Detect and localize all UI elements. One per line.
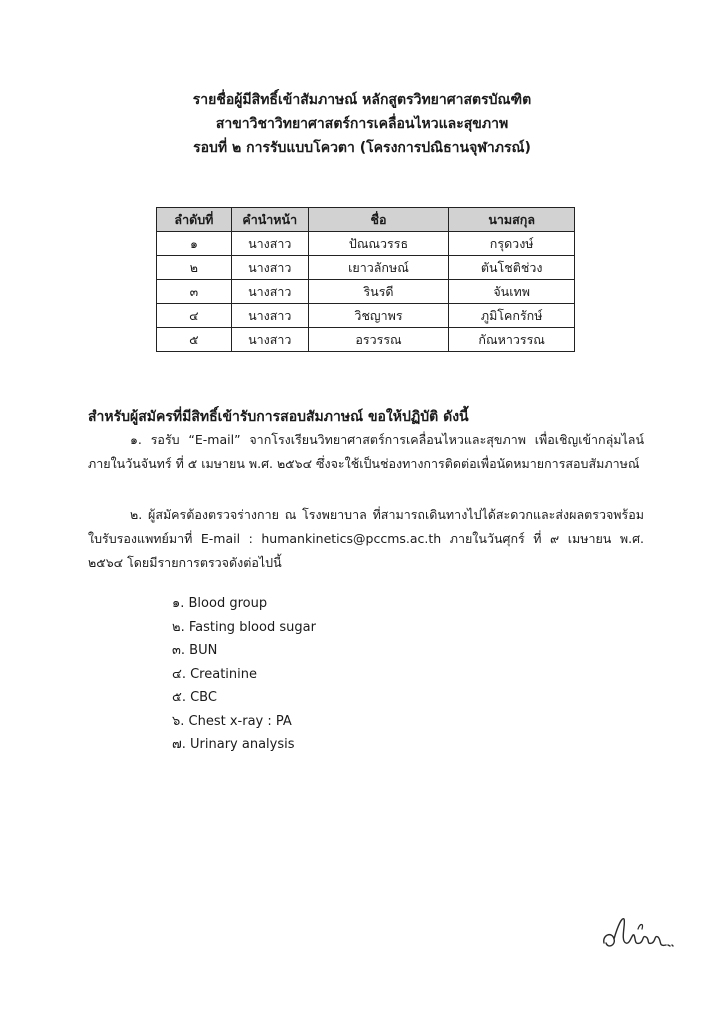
- title-line-2: สาขาวิชาวิทยาศาสตร์การเคลื่อนไหวและสุขภาพ: [215, 116, 509, 132]
- cell-prefix: นางสาว: [231, 304, 308, 328]
- cell-order: ๑: [157, 232, 232, 256]
- cell-prefix: นางสาว: [231, 280, 308, 304]
- cell-last-name: ภูมิโคกรักษ์: [449, 304, 575, 328]
- cell-first-name: ปัณณวรรธ: [308, 232, 449, 256]
- cell-last-name: จันเทพ: [449, 280, 575, 304]
- instruction-paragraph-2: [88, 503, 644, 575]
- cell-last-name: ตันโชติช่วง: [449, 256, 575, 280]
- cell-first-name: อรวรรณ: [308, 328, 449, 352]
- list-item: ๑. Blood group: [172, 596, 268, 611]
- header-first-name: ชื่อ: [308, 208, 449, 232]
- list-item: ๒. Fasting blood sugar: [172, 619, 316, 635]
- instruction-2-text: ๒. ผู้สมัครต้องตรวจร่างกาย ณ โรงพยาบาล ที่สามารถเดินทางไปได้สะดวกและส่งผลตรวจพร้อมใบรับรองแพทย์มาที่ E-mail : humankinetics@pccms.ac.th ภายในวันศุกร์ ที่ ๙ เมษายน พ.ศ. ๒๕๖๔ โดยมีรายการตรวจดังต่อไปนี้: [88, 507, 644, 570]
- list-item: ๓. BUN: [172, 643, 218, 658]
- handwritten-signature-icon: [598, 905, 678, 955]
- cell-prefix: นางสาว: [231, 328, 308, 352]
- cell-order: ๔: [157, 304, 232, 328]
- candidate-table: [156, 207, 575, 352]
- title-line-3: รอบที่ ๒ การรับแบบโควตา (โครงการปณิธานจุฬาภรณ์): [193, 140, 531, 156]
- cell-last-name: กัณหาวรรณ: [449, 328, 575, 352]
- title-line-1: รายชื่อผู้มีสิทธิ์เข้าสัมภาษณ์ หลักสูตรวิทยาศาสตรบัณฑิต: [192, 92, 532, 108]
- list-item: ๖. Chest x-ray : PA: [172, 713, 292, 729]
- medical-checklist: [172, 592, 316, 757]
- table-row: [157, 280, 575, 304]
- list-item: ๔. Creatinine: [172, 666, 258, 682]
- instructions-heading: สำหรับผู้สมัครที่มีสิทธิ์เข้ารับการสอบสัมภาษณ์ ขอให้ปฏิบัติ ดังนี้: [88, 409, 469, 425]
- table-row: [157, 328, 575, 352]
- cell-first-name: วิชญาพร: [308, 304, 449, 328]
- table-row: [157, 232, 575, 256]
- cell-order: ๓: [157, 280, 232, 304]
- instruction-1-text: ๑. รอรับ “E-mail” จากโรงเรียนวิทยาศาสตร์การเคลื่อนไหวและสุขภาพ เพื่อเชิญเข้ากลุ่มไลน์ ภายในวันจันทร์ ที่ ๕ เมษายน พ.ศ. ๒๕๖๔ ซึ่งจะใช้เป็นช่องทางการติดต่อเพื่อนัดหมายการสอบสัมภาษณ์: [88, 432, 644, 471]
- cell-last-name: กรุดวงษ์: [449, 232, 575, 256]
- table-row: [157, 304, 575, 328]
- table-row: [157, 256, 575, 280]
- header-prefix: คำนำหน้า: [231, 208, 308, 232]
- header-order: ลำดับที่: [157, 208, 232, 232]
- cell-prefix: นางสาว: [231, 232, 308, 256]
- cell-order: ๒: [157, 256, 232, 280]
- list-item: ๗. Urinary analysis: [172, 737, 295, 752]
- cell-first-name: เยาวลักษณ์: [308, 256, 449, 280]
- table-header-row: [157, 208, 575, 232]
- cell-prefix: นางสาว: [231, 256, 308, 280]
- list-item: ๕. CBC: [172, 690, 217, 705]
- header-last-name: นามสกุล: [449, 208, 575, 232]
- cell-order: ๕: [157, 328, 232, 352]
- instruction-paragraph-1: [88, 428, 644, 476]
- cell-first-name: รินรดี: [308, 280, 449, 304]
